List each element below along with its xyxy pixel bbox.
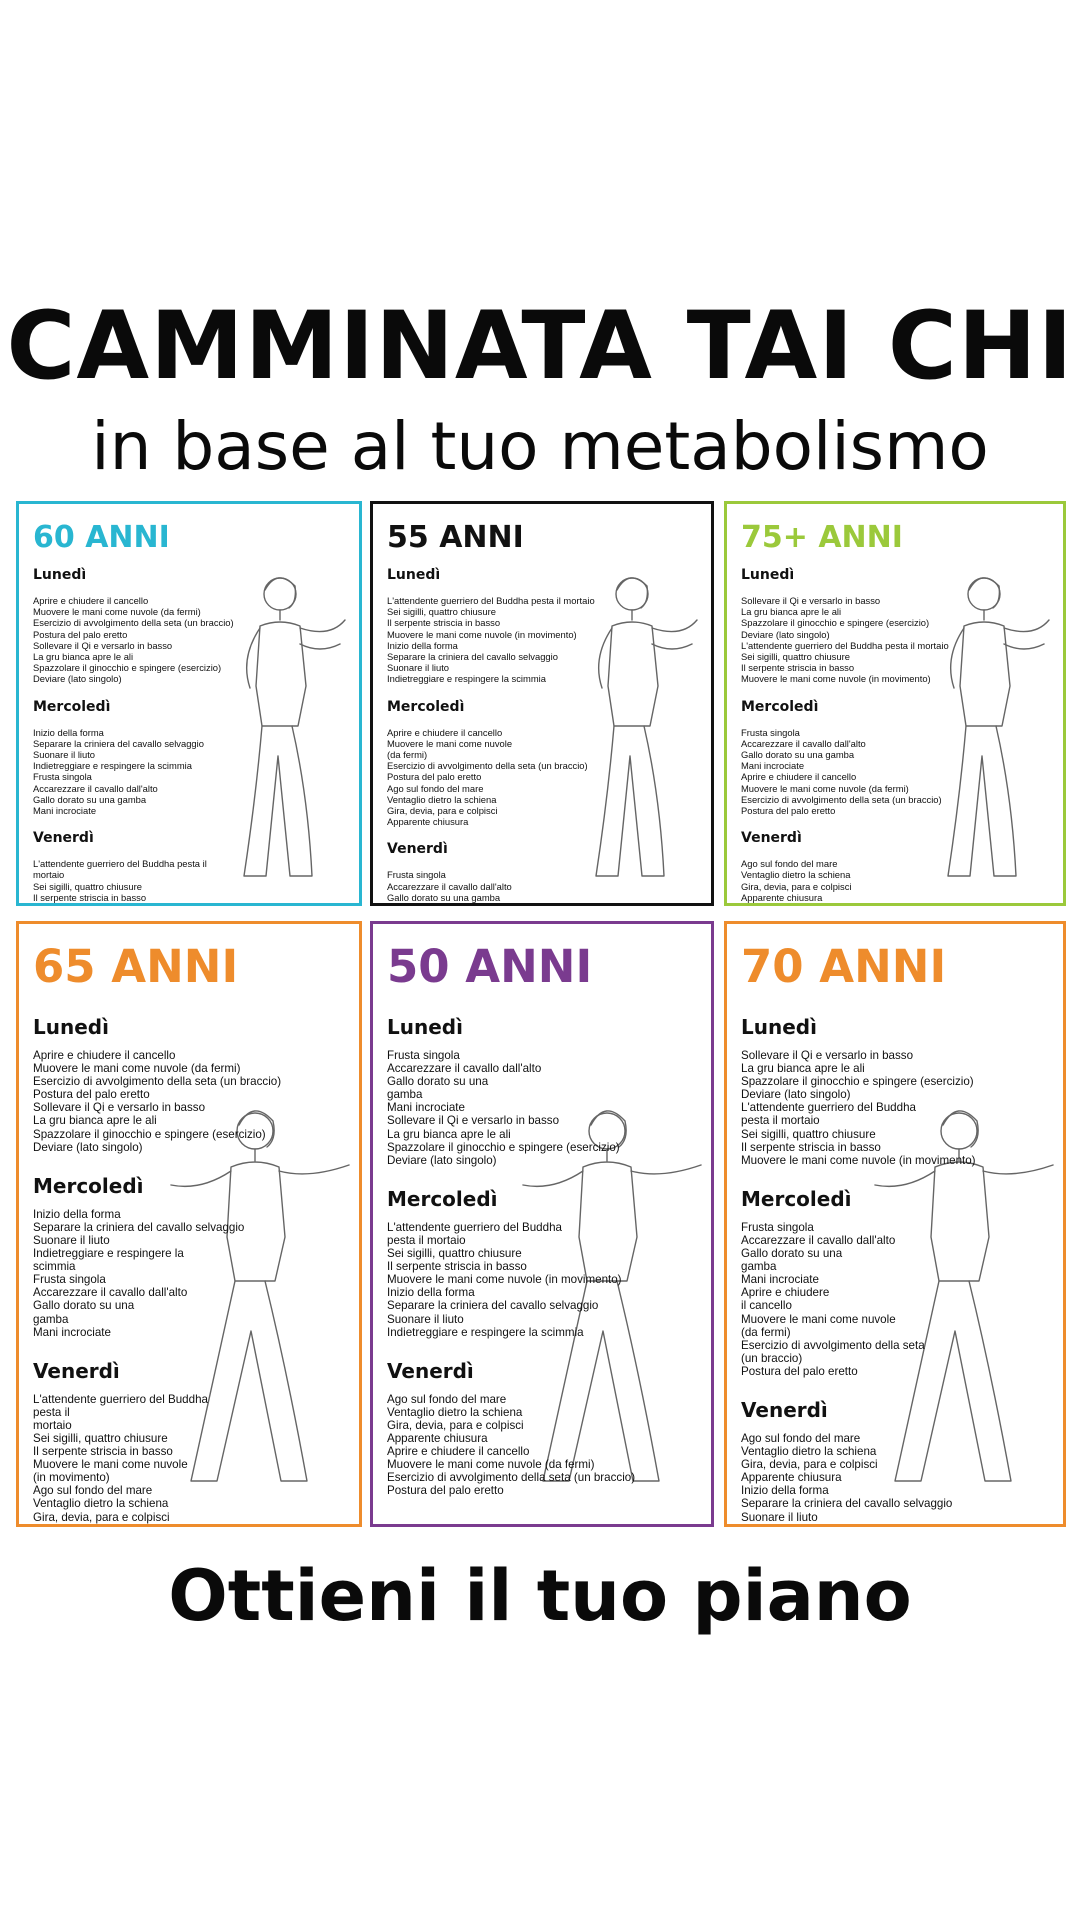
exercise-item: Indietreggiare e respingere la scimmia	[387, 1325, 584, 1339]
exercise-list	[741, 727, 1053, 817]
day-heading: Venerdì	[387, 1358, 474, 1383]
exercise-item: Gira, devia, para e colpisci	[387, 805, 498, 817]
exercise-item: Apparente chiusura	[387, 816, 469, 828]
day-heading: Lunedì	[33, 567, 87, 583]
card-content	[33, 516, 349, 906]
exercise-list	[33, 1049, 349, 1154]
exercise-item: Muovere le mani come nuvole (in movimento)	[741, 1153, 976, 1167]
exercise-item: L'attendente guerriero del Buddha	[741, 1101, 916, 1115]
exercise-item: Gallo dorato su una	[33, 1299, 135, 1313]
exercise-item: Il serpente striscia in basso	[33, 891, 147, 903]
card-age-title: 65 ANNI	[33, 940, 239, 993]
exercise-item: Aprire e chiudere il cancello	[387, 1445, 530, 1459]
exercise-item: Muovere le mani come nuvole	[741, 1312, 896, 1326]
exercise-item: Spazzolare il ginocchio e spingere (esercizio)	[741, 617, 930, 629]
exercise-item: La gru bianca apre le ali	[33, 1114, 157, 1128]
day-heading: Venerdì	[33, 1358, 120, 1383]
exercise-item: Muovere le mani come nuvole	[387, 737, 513, 749]
exercise-item: Deviare (lato singolo)	[33, 673, 122, 685]
exercise-item: Muovere le mani come nuvole (in movimento)	[387, 1273, 622, 1287]
day-heading: Mercoledì	[33, 698, 111, 715]
exercise-item: Aprire e chiudere il cancello	[387, 726, 503, 738]
exercise-item: Ago sul fondo del mare	[741, 1431, 861, 1445]
exercise-item: Deviare (lato singolo)	[741, 1088, 851, 1102]
exercise-item: Muovere le mani come nuvole	[33, 1458, 188, 1472]
exercise-item: Gallo dorato su una gamba	[33, 793, 147, 805]
card-content	[387, 936, 701, 1497]
exercise-item: Ventaglio dietro la schiena	[741, 869, 851, 881]
exercise-item: Esercizio di avvolgimento della seta (un braccio)	[33, 617, 234, 629]
exercise-item: Inizio della forma	[387, 639, 458, 651]
exercise-item: Il serpente striscia in basso	[741, 662, 855, 674]
exercise-item: Separare la criniera del cavallo selvaggio	[387, 651, 558, 663]
exercise-item: Apparente chiusura	[741, 1471, 842, 1485]
exercise-item	[387, 903, 701, 906]
exercise-list	[741, 1049, 1053, 1167]
exercise-item: Deviare (lato singolo)	[387, 1153, 497, 1167]
exercise-item: Esercizio di avvolgimento della seta (un braccio)	[741, 793, 942, 805]
exercise-list	[33, 1393, 349, 1527]
exercise-item: mortaio	[33, 869, 65, 881]
exercise-item: Suonare il liuto	[741, 1510, 818, 1524]
exercise-item: Frusta singola	[741, 1220, 814, 1234]
exercise-item: Gira, devia, para e colpisci	[741, 1458, 878, 1472]
exercise-item: Sei sigilli, quattro chiusure	[741, 651, 850, 663]
exercise-item: Esercizio di avvolgimento della seta (un braccio)	[387, 1471, 636, 1485]
exercise-item: Indietreggiare e respingere la scimmia	[387, 673, 546, 685]
card-age-title: 75+ ANNI	[741, 520, 903, 555]
exercise-item: Aprire e chiudere il cancello	[33, 595, 149, 606]
exercise-item: scimmia	[33, 1260, 76, 1274]
exercise-item: Separare la criniera del cavallo selvaggio	[33, 1220, 245, 1234]
day-heading: Venerdì	[741, 1397, 828, 1422]
exercise-item: Spazzolare il ginocchio e spingere (esercizio)	[741, 1075, 974, 1089]
exercise-item: Aprire e chiudere	[741, 1286, 830, 1300]
exercise-item: Apparente chiusura	[387, 1431, 488, 1445]
exercise-item: Postura del palo eretto	[33, 1088, 150, 1102]
exercise-item: Sollevare il Qi e versarlo in basso	[741, 595, 881, 606]
day-heading: Lunedì	[33, 1015, 109, 1039]
exercise-item: Spazzolare il ginocchio e spingere (esercizio)	[33, 662, 222, 674]
exercise-list	[741, 858, 1053, 906]
exercise-item: Ago sul fondo del mare	[387, 1392, 507, 1406]
exercise-item: Inizio della forma	[33, 726, 104, 738]
exercise-item: Ventaglio dietro la schiena	[33, 1497, 169, 1511]
exercise-item: Sei sigilli, quattro chiusure	[33, 880, 142, 892]
card-50-anni	[370, 921, 714, 1527]
exercise-item: Accarezzare il cavallo dall'alto	[387, 1062, 542, 1076]
day-heading: Venerdì	[387, 841, 448, 858]
exercise-item: Postura del palo eretto	[741, 1364, 858, 1378]
exercise-item: Il serpente striscia in basso	[33, 1445, 173, 1459]
exercise-item: Accarezzare il cavallo dall'alto	[741, 1233, 896, 1247]
day-heading: Lunedì	[741, 1015, 817, 1039]
exercise-item: Sollevare il Qi e versarlo in basso	[387, 1114, 560, 1128]
exercise-item: La gru bianca apre le ali	[387, 1127, 511, 1141]
exercise-item: Gira, devia, para e colpisci	[741, 880, 852, 892]
card-content	[387, 516, 701, 906]
exercise-item	[741, 903, 1053, 906]
exercise-list	[387, 595, 701, 685]
exercise-item: pesta il mortaio	[387, 1233, 466, 1247]
exercise-list	[33, 1208, 349, 1339]
exercise-item: Muovere le mani come nuvole (in movimento)	[741, 673, 931, 685]
exercise-item: Frusta singola	[33, 771, 92, 783]
exercise-item: La gru bianca apre le ali	[741, 1062, 865, 1076]
exercise-item: Esercizio di avvolgimento della seta (un braccio)	[33, 1075, 282, 1089]
card-content	[33, 936, 349, 1527]
exercise-item: Accarezzare il cavallo dall'alto	[33, 782, 158, 794]
exercise-item: Indietreggiare e respingere la	[33, 1247, 184, 1261]
exercise-item: Gallo dorato su una	[741, 1247, 843, 1261]
exercise-item: Muovere le mani come nuvole (da fermi)	[741, 782, 909, 794]
exercise-item: Separare la criniera del cavallo selvaggio	[741, 1497, 953, 1511]
exercise-item: Il serpente striscia in basso	[387, 617, 501, 629]
exercise-item: Gallo dorato su una gamba	[741, 749, 855, 761]
exercise-item: Suonare il liuto	[387, 662, 450, 674]
day-heading: Venerdì	[741, 830, 802, 847]
exercise-item: Inizio della forma	[387, 1286, 475, 1300]
exercise-item: Ventaglio dietro la schiena	[741, 1445, 877, 1459]
day-heading: Mercoledì	[741, 1186, 852, 1211]
exercise-item: L'attendente guerriero del Buddha	[33, 1392, 208, 1406]
exercise-item: Sei sigilli, quattro chiusure	[33, 1431, 168, 1445]
exercise-item: gamba	[387, 1088, 423, 1102]
day-heading: Mercoledì	[387, 698, 465, 715]
exercise-item: Muovere le mani come nuvole (in movimento)	[387, 628, 577, 640]
exercise-list	[33, 858, 349, 906]
exercise-item: Mani incrociate	[741, 1273, 819, 1287]
exercise-list	[387, 1049, 701, 1167]
exercise-item: Ago sul fondo del mare	[33, 1484, 153, 1498]
exercise-item: Sollevare il Qi e versarlo in basso	[741, 1049, 914, 1062]
exercise-item: Esercizio di avvolgimento della seta (un braccio)	[387, 760, 588, 772]
exercise-item: Mani incrociate	[387, 1101, 465, 1115]
exercise-item: Spazzolare il ginocchio e spingere (esercizio)	[387, 1140, 620, 1154]
exercise-item: Suonare il liuto	[387, 1312, 464, 1326]
card-55-anni	[370, 501, 714, 906]
exercise-item: Il serpente striscia in basso	[741, 1140, 881, 1154]
exercise-item: Ago sul fondo del mare	[387, 782, 484, 794]
exercise-item: gamba	[741, 1260, 777, 1274]
card-60-anni	[16, 501, 362, 906]
exercise-item	[33, 1524, 349, 1527]
exercise-item: Sollevare il Qi e versarlo in basso	[33, 1101, 206, 1115]
card-age-title: 50 ANNI	[387, 940, 593, 993]
exercise-list	[33, 727, 349, 817]
day-heading: Venerdì	[33, 830, 94, 847]
exercise-item: L'attendente guerriero del Buddha pesta il mortaio	[741, 639, 949, 651]
exercise-item: Aprire e chiudere il cancello	[741, 771, 857, 783]
exercise-item: pesta il mortaio	[741, 1114, 820, 1128]
exercise-item: Inizio della forma	[741, 1484, 829, 1498]
card-age-title: 60 ANNI	[33, 520, 170, 555]
exercise-item: La gru bianca apre le ali	[33, 651, 134, 663]
exercise-list	[387, 1221, 701, 1339]
exercise-item: Gallo dorato su una	[387, 1075, 489, 1089]
exercise-item: Postura del palo eretto	[387, 1484, 504, 1498]
exercise-item: Separare la criniera del cavallo selvaggio	[387, 1299, 599, 1313]
cta-text[interactable]: Ottieni il tuo piano	[168, 1555, 912, 1637]
card-age-title: 55 ANNI	[387, 520, 524, 555]
exercise-item: Indietreggiare e respingere la scimmia	[33, 760, 192, 772]
exercise-item: Postura del palo eretto	[387, 771, 482, 783]
exercise-item: Sollevare il Qi e versarlo in basso	[33, 639, 173, 651]
page-title: CAMMINATA TAI CHI	[6, 292, 1074, 401]
exercise-item: (da fermi)	[387, 749, 428, 761]
exercise-item: Esercizio di avvolgimento della seta	[741, 1338, 925, 1352]
card-70-anni	[724, 921, 1066, 1527]
exercise-item: Gira, devia, para e colpisci	[387, 1418, 524, 1432]
exercise-item: gamba	[33, 1312, 69, 1326]
exercise-item: Ventaglio dietro la schiena	[387, 793, 497, 805]
exercise-item: Sei sigilli, quattro chiusure	[741, 1127, 876, 1141]
exercise-item: mortaio	[33, 1418, 72, 1432]
exercise-item: pesta il	[33, 1405, 70, 1419]
exercise-item: Muovere le mani come nuvole (da fermi)	[33, 1062, 241, 1076]
exercise-item: Frusta singola	[33, 1273, 106, 1287]
exercise-item: Frusta singola	[387, 1049, 460, 1062]
exercise-item: Muovere le mani come nuvole (da fermi)	[387, 1458, 595, 1472]
exercise-list	[33, 595, 349, 685]
exercise-item: Suonare il liuto	[33, 749, 96, 761]
exercise-item: La gru bianca apre le ali	[741, 606, 842, 618]
exercise-item: Spazzolare il ginocchio e spingere (esercizio)	[33, 1127, 266, 1141]
day-heading: Lunedì	[387, 567, 441, 583]
exercise-list	[741, 595, 1053, 685]
exercise-item: Accarezzare il cavallo dall'alto	[387, 880, 512, 892]
day-heading: Mercoledì	[387, 1186, 498, 1211]
exercise-item: Suonare il liuto	[33, 1233, 110, 1247]
exercise-item: Frusta singola	[387, 869, 446, 881]
exercise-item: Il serpente striscia in basso	[387, 1260, 527, 1274]
day-heading: Lunedì	[387, 1015, 463, 1039]
exercise-item: Postura del palo eretto	[33, 628, 128, 640]
exercise-item: Ago sul fondo del mare	[741, 858, 838, 870]
exercise-item: Deviare (lato singolo)	[33, 1140, 143, 1154]
exercise-item: Mani incrociate	[33, 1325, 111, 1339]
exercise-list	[387, 1393, 701, 1498]
exercise-item: Deviare (lato singolo)	[741, 628, 830, 640]
exercise-item: L'attendente guerriero del Buddha pesta il mortaio	[387, 595, 595, 606]
exercise-item: il cancello	[741, 1299, 792, 1313]
exercise-item: Accarezzare il cavallo dall'alto	[741, 737, 866, 749]
day-heading: Mercoledì	[741, 698, 819, 715]
day-heading: Lunedì	[741, 567, 795, 583]
exercise-list	[741, 1432, 1053, 1527]
exercise-list	[387, 869, 701, 906]
exercise-item: Inizio della forma	[33, 1207, 121, 1221]
exercise-item: Ventaglio dietro la schiena	[387, 1405, 523, 1419]
exercise-item: Sei sigilli, quattro chiusure	[387, 1247, 522, 1261]
exercise-item: Mani incrociate	[33, 805, 97, 817]
card-75-anni	[724, 501, 1066, 906]
exercise-item: (un braccio)	[741, 1351, 803, 1365]
card-content	[741, 516, 1053, 906]
exercise-item: Postura del palo eretto	[741, 805, 836, 817]
exercise-item: L'attendente guerriero del Buddha	[387, 1220, 562, 1234]
page-subtitle: in base al tuo metabolismo	[91, 408, 989, 485]
exercise-item: Muovere le mani come nuvole (da fermi)	[33, 606, 201, 618]
exercise-item: (in movimento)	[33, 1471, 110, 1485]
exercise-item: Gira, devia, para e colpisci	[33, 1510, 170, 1524]
exercise-item: Frusta singola	[741, 726, 800, 738]
exercise-item: Separare la criniera del cavallo selvaggio	[33, 737, 204, 749]
exercise-item: L'attendente guerriero del Buddha pesta il	[33, 858, 207, 870]
exercise-list	[387, 727, 701, 828]
exercise-item: Accarezzare il cavallo dall'alto	[33, 1286, 188, 1300]
exercise-item: Aprire e chiudere il cancello	[33, 1049, 176, 1062]
card-content	[741, 936, 1053, 1527]
exercise-item: Gallo dorato su una gamba	[387, 891, 501, 903]
exercise-item	[741, 1524, 1053, 1527]
card-age-title: 70 ANNI	[741, 940, 947, 993]
exercise-item: Mani incrociate	[741, 760, 805, 772]
exercise-list	[741, 1221, 1053, 1378]
exercise-item: (da fermi)	[741, 1325, 791, 1339]
exercise-item: Apparente chiusura	[741, 891, 823, 903]
exercise-item: Sei sigilli, quattro chiusure	[387, 606, 496, 618]
day-heading: Mercoledì	[33, 1173, 144, 1198]
exercise-item	[33, 903, 349, 906]
card-65-anni	[16, 921, 362, 1527]
